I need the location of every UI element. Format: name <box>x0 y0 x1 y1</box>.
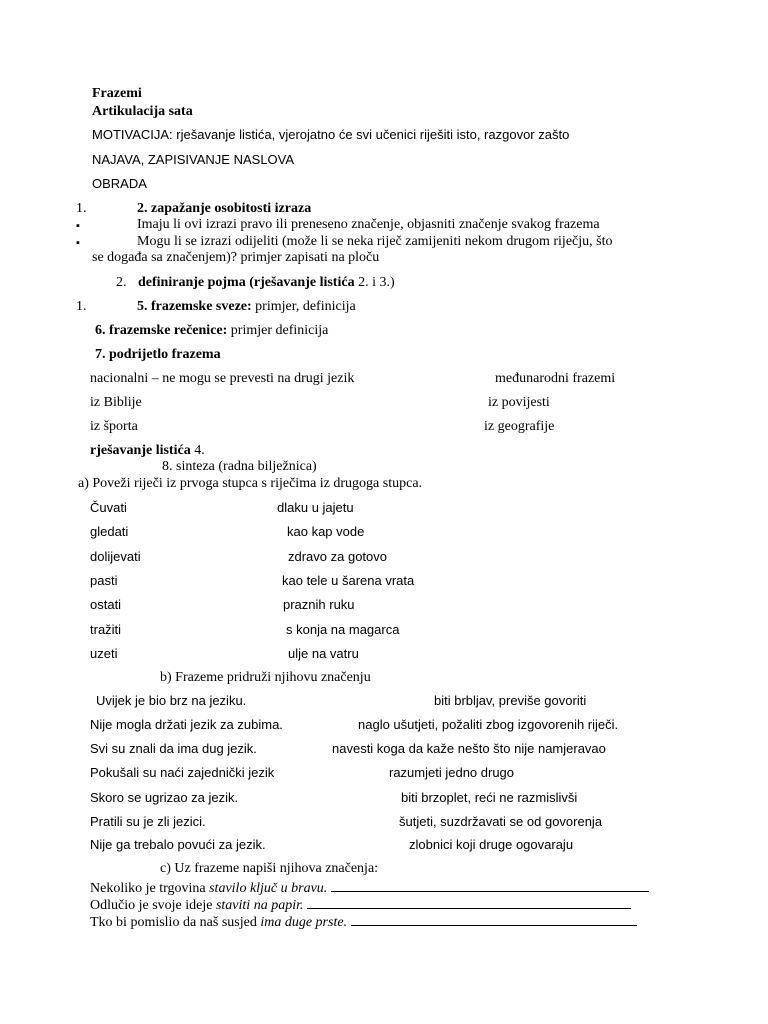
task-b-left: Svi su znali da ima dug jezik. <box>90 741 257 756</box>
task-a-left: Čuvati <box>90 500 127 515</box>
section6-rest: primjer definicija <box>227 323 329 338</box>
origin-left-1: nacionalni – ne mogu se prevesti na drugi jezik <box>90 371 355 386</box>
task-b-right: navesti koga da kaže nešto što nije namjeravao <box>332 741 606 756</box>
task-a-left: uzeti <box>90 646 118 661</box>
task-c-instruction: c) Uz frazeme napiši njihova značenja: <box>160 861 379 876</box>
task-c-line-3 <box>90 912 637 931</box>
task-b-left: Pratili su je zli jezici. <box>90 814 206 829</box>
document-title: Frazemi <box>92 86 142 101</box>
task-c-idiom: ima duge prste. <box>260 915 348 930</box>
task-a-left: gledati <box>90 524 129 539</box>
task-a-right: zdravo za gotovo <box>288 549 388 564</box>
bullet-text-2-line2: se događa sa značenjem)? primjer zapisati na ploču <box>92 250 380 265</box>
task-a-right: kao kap vode <box>287 524 365 539</box>
task-c-idiom: stavilo ključ u bravu. <box>209 881 328 896</box>
bullet-icon: ▪ <box>76 220 80 232</box>
task-c-text: Odlučio je svoje ideje <box>90 898 216 913</box>
origin-right-3: iz geografije <box>484 419 555 434</box>
task-b-left: Nije ga trebalo povući za jezik. <box>90 837 266 852</box>
task-c-text: Tko bi pomislio da naš susjed <box>90 915 261 930</box>
task-a-right: kao tele u šarena vrata <box>282 573 415 588</box>
section6-line <box>95 323 328 339</box>
bullet-icon: ▪ <box>76 237 80 249</box>
bullet-text-1: Imaju li ovi izrazi pravo ili preneseno značenje, objasniti značenje svakog frazema <box>137 217 600 232</box>
task-b-right: razumjeti jedno drugo <box>389 765 515 780</box>
worksheet4-rest: 4. <box>190 443 205 458</box>
task-a-left: ostati <box>90 597 122 612</box>
section7-heading: 7. podrijetlo frazema <box>95 347 221 362</box>
task-b-right: zlobnici koji druge ogovaraju <box>409 837 574 852</box>
answer-line-3[interactable] <box>351 912 637 926</box>
defining-rest: 2. i 3.) <box>354 275 395 290</box>
bullet-text-2-line1: Mogu li se izrazi odijeliti (može li se neka riječ zamijeniti nekom drugom riječju, što <box>137 234 613 249</box>
document-subtitle: Artikulacija sata <box>92 104 193 119</box>
list-number: 1. <box>76 299 87 314</box>
origin-right-2: iz povijesti <box>488 395 550 410</box>
list-number: 2. <box>116 275 127 290</box>
task-a-right: dlaku u jajetu <box>277 500 354 515</box>
section5-heading: 5. frazemske sveze: <box>137 299 252 314</box>
section5-line <box>137 299 356 315</box>
synthesis-line: 8. sinteza (radna bilježnica) <box>162 459 317 474</box>
task-a-right: praznih ruku <box>283 597 355 612</box>
motivation-line: MOTIVACIJA: rješavanje listića, vjerojatno će svi učenici riješiti isto, razgovor zašto <box>92 127 570 142</box>
worksheet4-heading: rješavanje listića <box>90 443 191 458</box>
task-a-right: ulje na vatru <box>288 646 359 661</box>
task-c-idiom: staviti na papir. <box>215 898 304 913</box>
task-b-right: naglo ušutjeti, požaliti zbog izgovorenih riječi. <box>358 717 619 732</box>
origin-right-1: međunarodni frazemi <box>495 371 616 386</box>
task-c-text: Nekoliko je trgovina <box>90 881 210 896</box>
answer-line-2[interactable] <box>307 895 631 909</box>
answer-line-1[interactable] <box>331 878 649 892</box>
list-number: 1. <box>76 201 87 216</box>
task-a-right: s konja na magarca <box>286 622 400 637</box>
defining-line <box>138 275 395 291</box>
task-a-left: tražiti <box>90 622 122 637</box>
worksheet4-line <box>90 443 205 459</box>
task-b-right: šutjeti, suzdržavati se od govorenja <box>399 814 603 829</box>
origin-left-3: iz športa <box>90 419 138 434</box>
task-b-left: Uvijek je bio brz na jeziku. <box>96 693 247 708</box>
section-heading-observation: 2. zapažanje osobitosti izraza <box>137 201 312 216</box>
announcement-line: NAJAVA, ZAPISIVANJE NASLOVA <box>92 152 295 167</box>
task-b-right: biti brzoplet, reći ne razmislivši <box>401 790 578 805</box>
section6-heading: 6. frazemske rečenice: <box>95 323 228 338</box>
task-b-instruction: b) Frazeme pridruži njihovu značenju <box>160 670 371 685</box>
task-a-left: dolijevati <box>90 549 141 564</box>
task-b-left: Pokušali su naći zajednički jezik <box>90 765 275 780</box>
task-b-left: Skoro se ugrizao za jezik. <box>90 790 239 805</box>
section5-rest: primjer, definicija <box>251 299 356 314</box>
defining-heading: definiranje pojma (rješavanje listića <box>138 275 355 290</box>
task-b-right: biti brbljav, previše govoriti <box>434 693 587 708</box>
task-b-left: Nije mogla držati jezik za zubima. <box>90 717 283 732</box>
task-a-instruction: a) Poveži riječi iz prvoga stupca s riječima iz drugoga stupca. <box>78 476 423 491</box>
task-a-left: pasti <box>90 573 118 588</box>
processing-line: OBRADA <box>92 176 147 191</box>
origin-left-2: iz Biblije <box>90 395 142 410</box>
